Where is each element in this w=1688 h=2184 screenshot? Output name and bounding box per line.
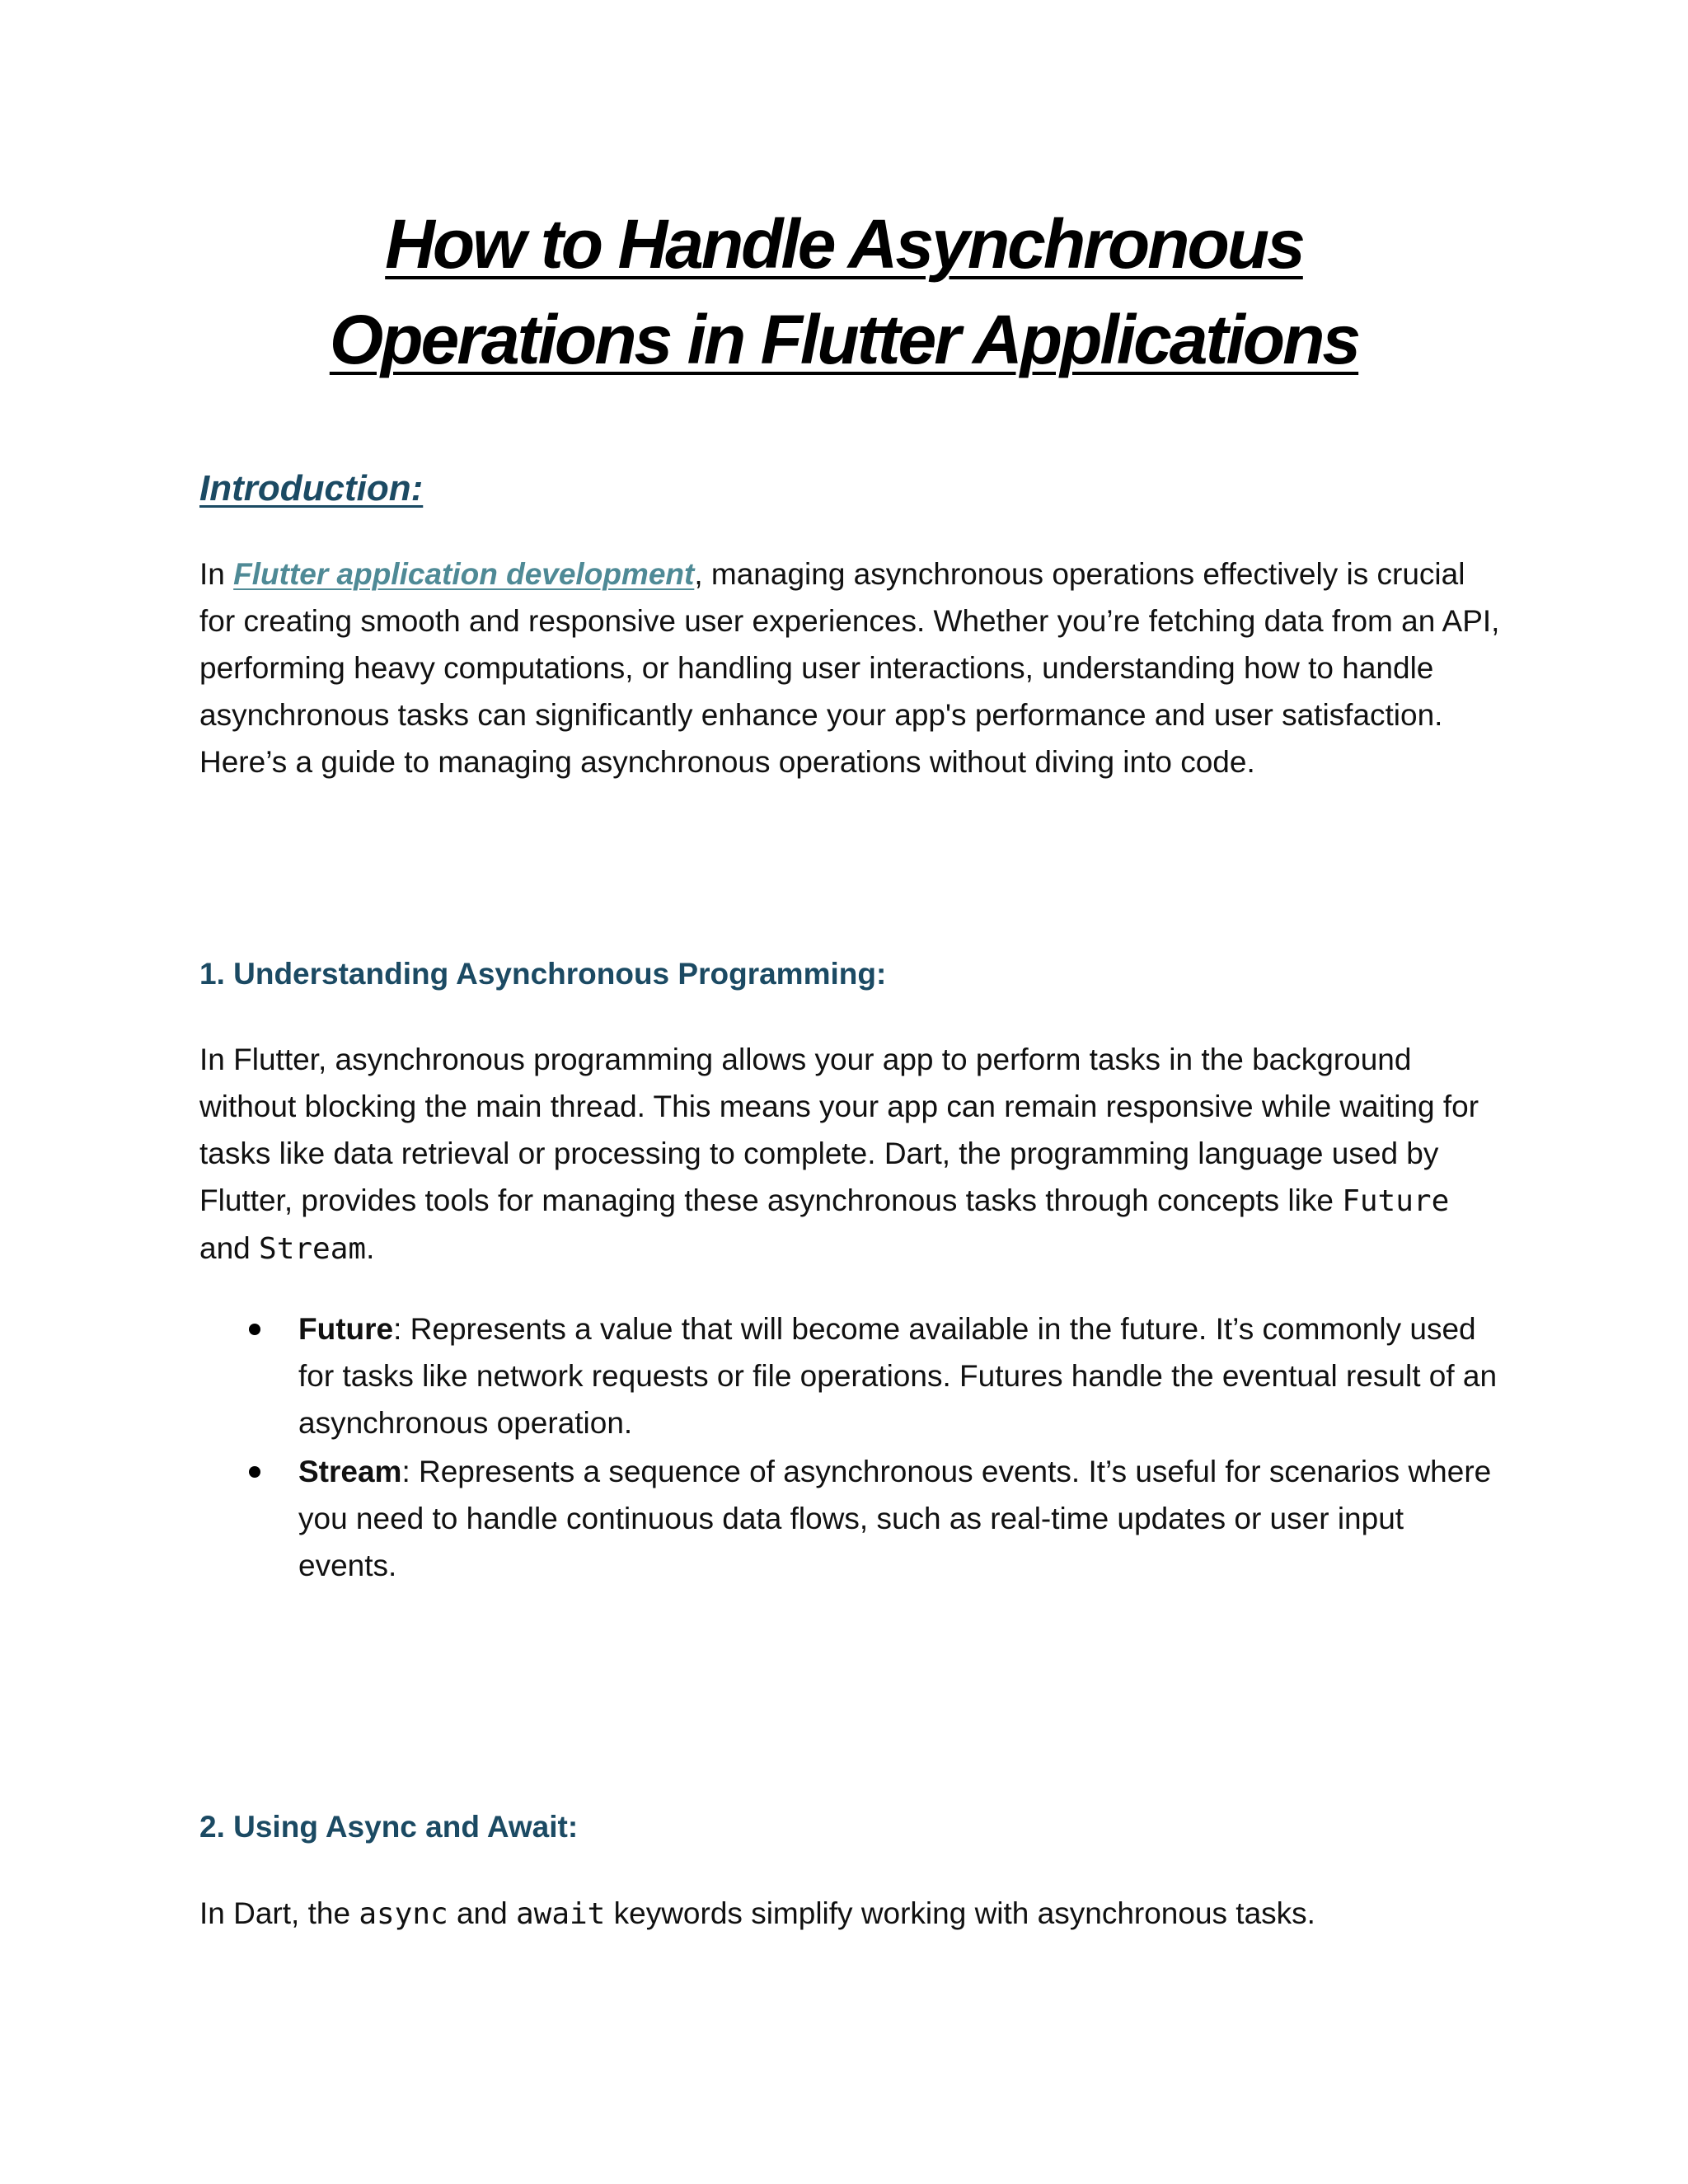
intro-body: , managing asynchronous operations effectively is crucial for creating smooth and responsive user experiences. Whether you’re fetching data from an API, performing heavy computations, or handling user interactions, understanding how to handle asynchronous tasks can significantly enhance your app's performance and user satisfaction. Here’s a guide to managing asynchronous operations without diving into code. bbox=[199, 557, 1500, 779]
concept-bullet-list bbox=[199, 1305, 1502, 1591]
flutter-development-link[interactable]: Flutter application development bbox=[233, 557, 695, 591]
stream-code: Stream bbox=[259, 1232, 367, 1266]
title-line-2: Operations in Flutter Applications bbox=[329, 301, 1359, 378]
section-2-suffix: keywords simplify working with asynchronous tasks. bbox=[605, 1896, 1315, 1930]
section-2-paragraph bbox=[199, 1890, 1502, 1938]
await-code: await bbox=[515, 1897, 606, 1931]
introduction-paragraph bbox=[199, 551, 1502, 785]
future-term: Future bbox=[298, 1312, 394, 1346]
stream-description: : Represents a sequence of asynchronous events. It’s useful for scenarios where you need to handle continuous data flows, such as real-time updates or user input events. bbox=[298, 1455, 1492, 1582]
introduction-heading: Introduction: bbox=[199, 468, 424, 509]
section-2-prefix: In Dart, the bbox=[199, 1896, 359, 1930]
section-2-heading: 2. Using Async and Await: bbox=[199, 1810, 579, 1844]
bullet-icon bbox=[249, 1466, 260, 1478]
list-item-stream bbox=[199, 1448, 1502, 1589]
list-item-future bbox=[199, 1305, 1502, 1446]
section-1-heading: 1. Understanding Asynchronous Programming: bbox=[199, 957, 887, 991]
async-code: async bbox=[359, 1897, 448, 1931]
intro-prefix: In bbox=[199, 557, 234, 591]
stream-term: Stream bbox=[298, 1455, 402, 1488]
section-2-conj: and bbox=[448, 1896, 516, 1930]
title-line-1: How to Handle Asynchronous bbox=[385, 205, 1303, 283]
future-code: Future bbox=[1342, 1184, 1450, 1218]
bullet-icon bbox=[249, 1324, 260, 1335]
section-1-conj: and bbox=[199, 1231, 260, 1265]
document-title bbox=[0, 196, 1688, 387]
section-1-paragraph bbox=[199, 1036, 1502, 1272]
section-1-body: In Flutter, asynchronous programming allows your app to perform tasks in the background without blocking the main thread. This means your app can remain responsive while waiting for tasks like data retrieval or processing to complete. Dart, the programming language used by Flutter, provides tools for managing these asynchronous tasks through concepts like bbox=[199, 1043, 1479, 1217]
section-1-end: . bbox=[366, 1231, 375, 1265]
future-description: : Represents a value that will become available in the future. It’s commonly used for tasks like network requests or file operations. Futures handle the eventual result of an asynchronous operation. bbox=[298, 1312, 1498, 1440]
